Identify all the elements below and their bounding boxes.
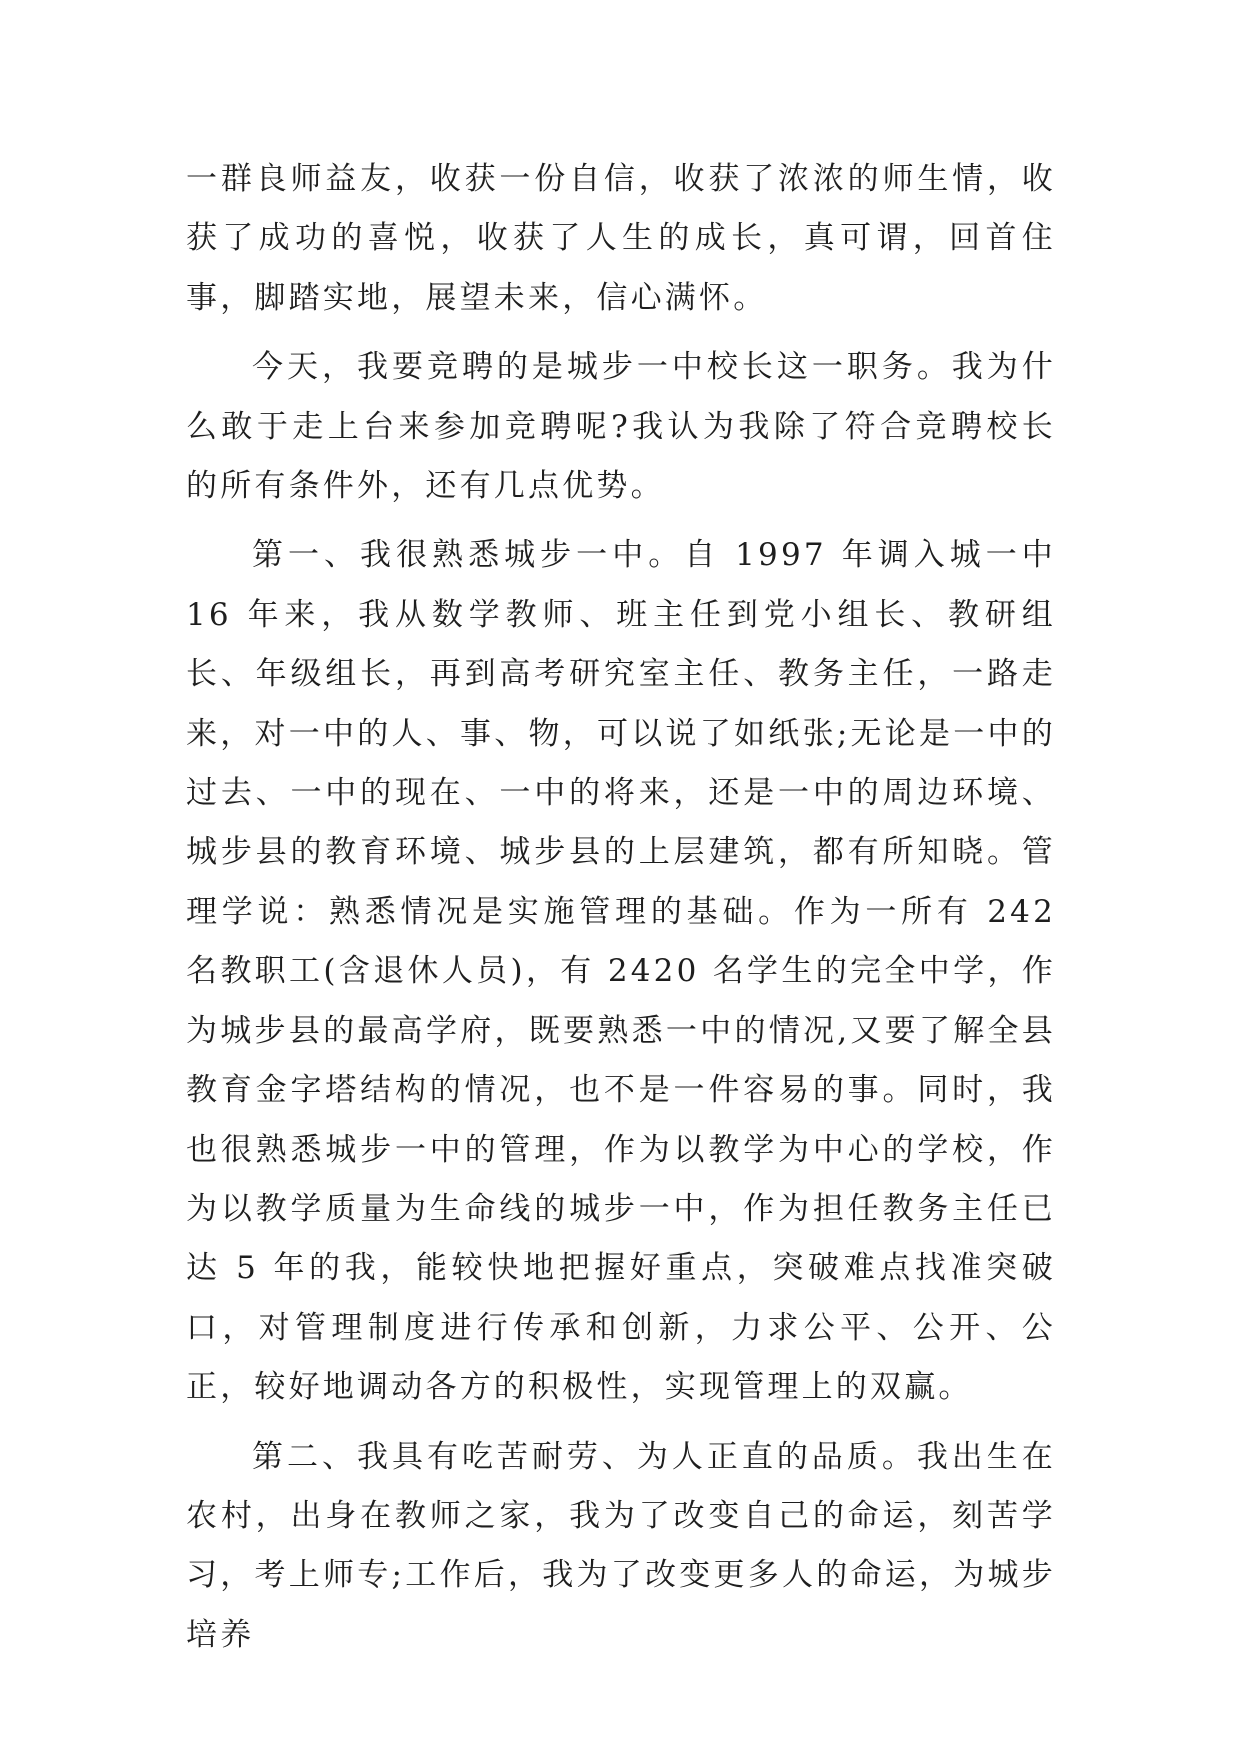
- paragraph-advantage-one: 第一、我很熟悉城步一中。自 1997 年调入城一中 16 年来，我从数学教师、班主任到党小组长、教研组长、年级组长，再到高考研究室主任、教务主任，一路走来，对一中的人、事、物，可以说了如纸张;无论是一中的过去、一中的现在、一中的将来，还是一中的周边环境、城步县的教育环境、城步县的上层建筑，都有所知晓。管理学说：熟悉情况是实施管理的基础。作为一所有 242 名教职工(含退休人员)，有 2420 名学生的完全中学，作为城步县的最高学府，既要熟悉一中的情况,又要了解全县教育金字塔结构的情况，也不是一件容易的事。同时，我也很熟悉城步一中的管理，作为以教学为中心的学校，作为以教学质量为生命线的城步一中，作为担任教务主任已达 5 年的我，能较快地把握好重点，突破难点找准突破口，对管理制度进行传承和创新，力求公平、公开、公正，较好地调动各方的积极性，实现管理上的双赢。: [186, 537, 1056, 1406]
- document-page: [186, 150, 1056, 1675]
- paragraph-position-intro: 今天，我要竞聘的是城步一中校长这一职务。我为什么敢于走上台来参加竞聘呢?我认为我除了符合竞聘校长的所有条件外，还有几点优势。: [186, 349, 1056, 505]
- paragraph-continuation: 一群良师益友，收获一份自信，收获了浓浓的师生情，收获了成功的喜悦，收获了人生的成长，真可谓，回首住事，脚踏实地，展望未来，信心满怀。: [186, 161, 1056, 316]
- paragraph-advantage-two: 第二、我具有吃苦耐劳、为人正直的品质。我出生在农村，出身在教师之家，我为了改变自己的命运，刻苦学习，考上师专;工作后，我为了改变更多人的命运，为城步培养: [186, 1438, 1056, 1653]
